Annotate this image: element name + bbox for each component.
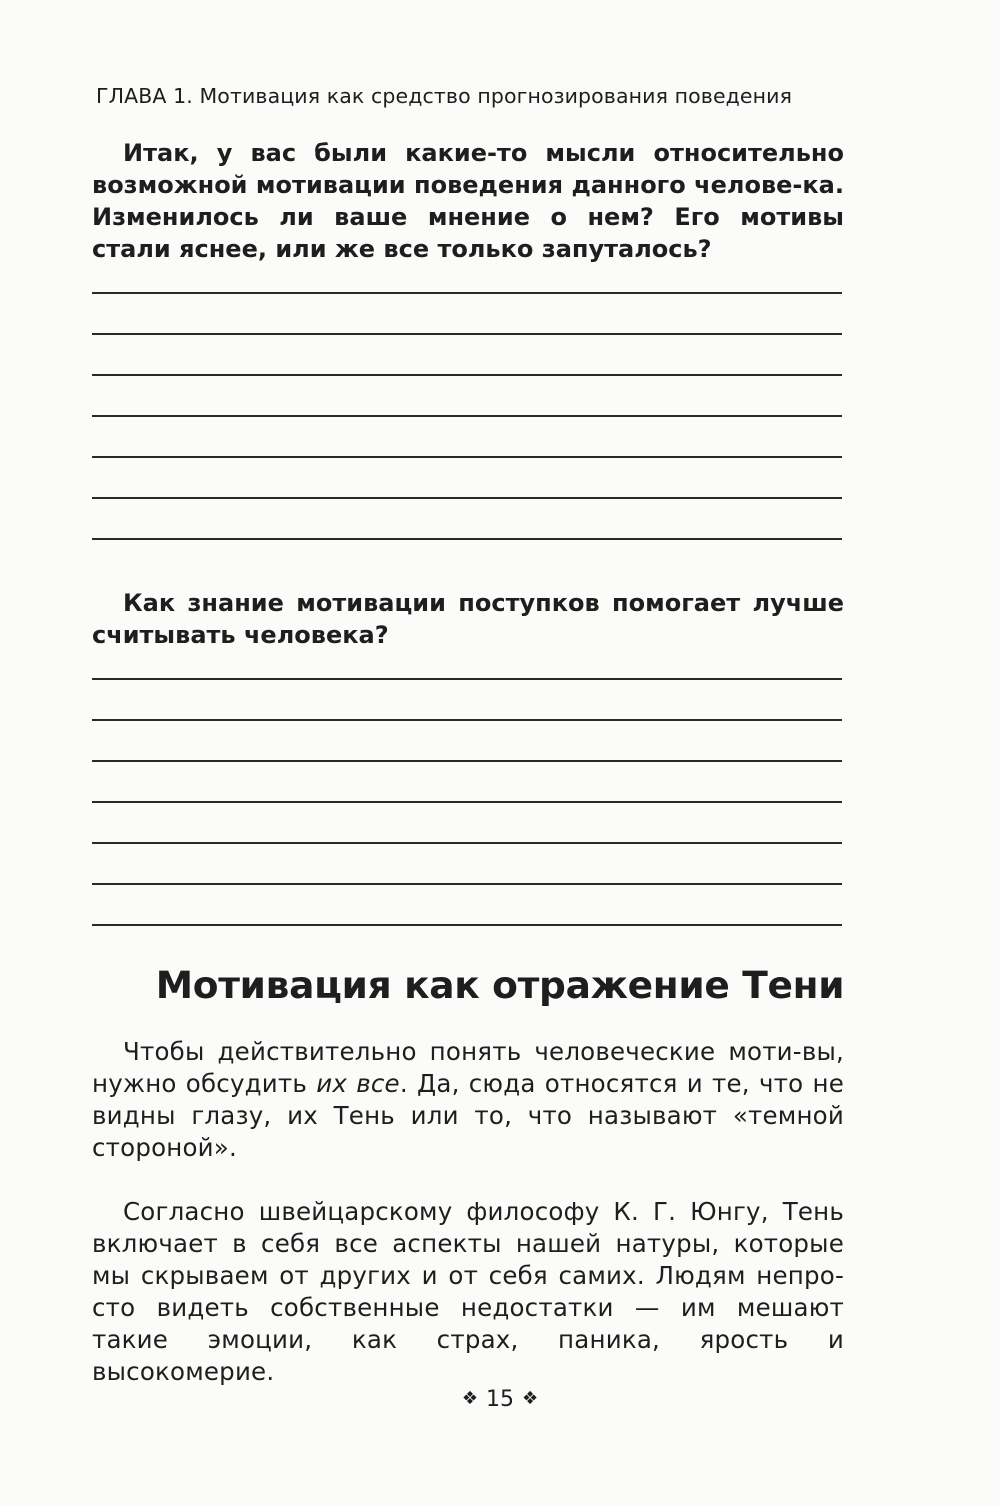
page-footer <box>0 1387 1000 1412</box>
question-1: Итак, у вас были какие-то мысли относительно возможной мотивации поведения данного челове-ка. Изменилось ли ваше мнение о нем? Его мотивы стали яснее, или же все только запуталось? <box>92 139 844 263</box>
answer-line[interactable] <box>92 801 842 803</box>
section-title: Мотивация как отражение Тени <box>155 963 845 1007</box>
answer-line[interactable] <box>92 678 842 680</box>
running-header: ГЛАВА 1. Мотивация как средство прогнозирования поведения <box>96 84 793 108</box>
paragraph-1 <box>92 1036 844 1164</box>
answer-line[interactable] <box>92 415 842 417</box>
ornament-right-icon: ❖ <box>522 1388 539 1409</box>
answer-line[interactable] <box>92 883 842 885</box>
answer-line[interactable] <box>92 538 842 540</box>
question-2: Как знание мотивации поступков помогает лучше считывать человека? <box>92 589 844 649</box>
page-number: 15 <box>486 1387 514 1412</box>
answer-line[interactable] <box>92 924 842 926</box>
answer-line[interactable] <box>92 842 842 844</box>
answer-line[interactable] <box>92 497 842 499</box>
answer-line[interactable] <box>92 292 842 294</box>
paragraph-2: Согласно швейцарскому философу К. Г. Юнгу, Тень включает в себя все аспекты нашей натуры, которые мы скрываем от других и от себя самих. Людям непро-сто видеть собственные недостатки — им мешают такие эмоции, как страх, паника, ярость и высокомерие. <box>92 1197 844 1386</box>
answer-line[interactable] <box>92 760 842 762</box>
answer-line[interactable] <box>92 456 842 458</box>
answer-line[interactable] <box>92 333 842 335</box>
answer-line[interactable] <box>92 719 842 721</box>
paragraph-1-text-end: . Да, сюда относятся и те, что не видны глазу, их Тень или то, что называют «темной стороной». <box>92 1069 844 1162</box>
ornament-left-icon: ❖ <box>461 1388 478 1409</box>
paragraph-1-text-start: Чтобы действительно понять человеческие моти-вы, нужно обсудить <box>92 1037 844 1098</box>
paragraph-1-emphasis: их все <box>316 1069 400 1098</box>
answer-line[interactable] <box>92 374 842 376</box>
